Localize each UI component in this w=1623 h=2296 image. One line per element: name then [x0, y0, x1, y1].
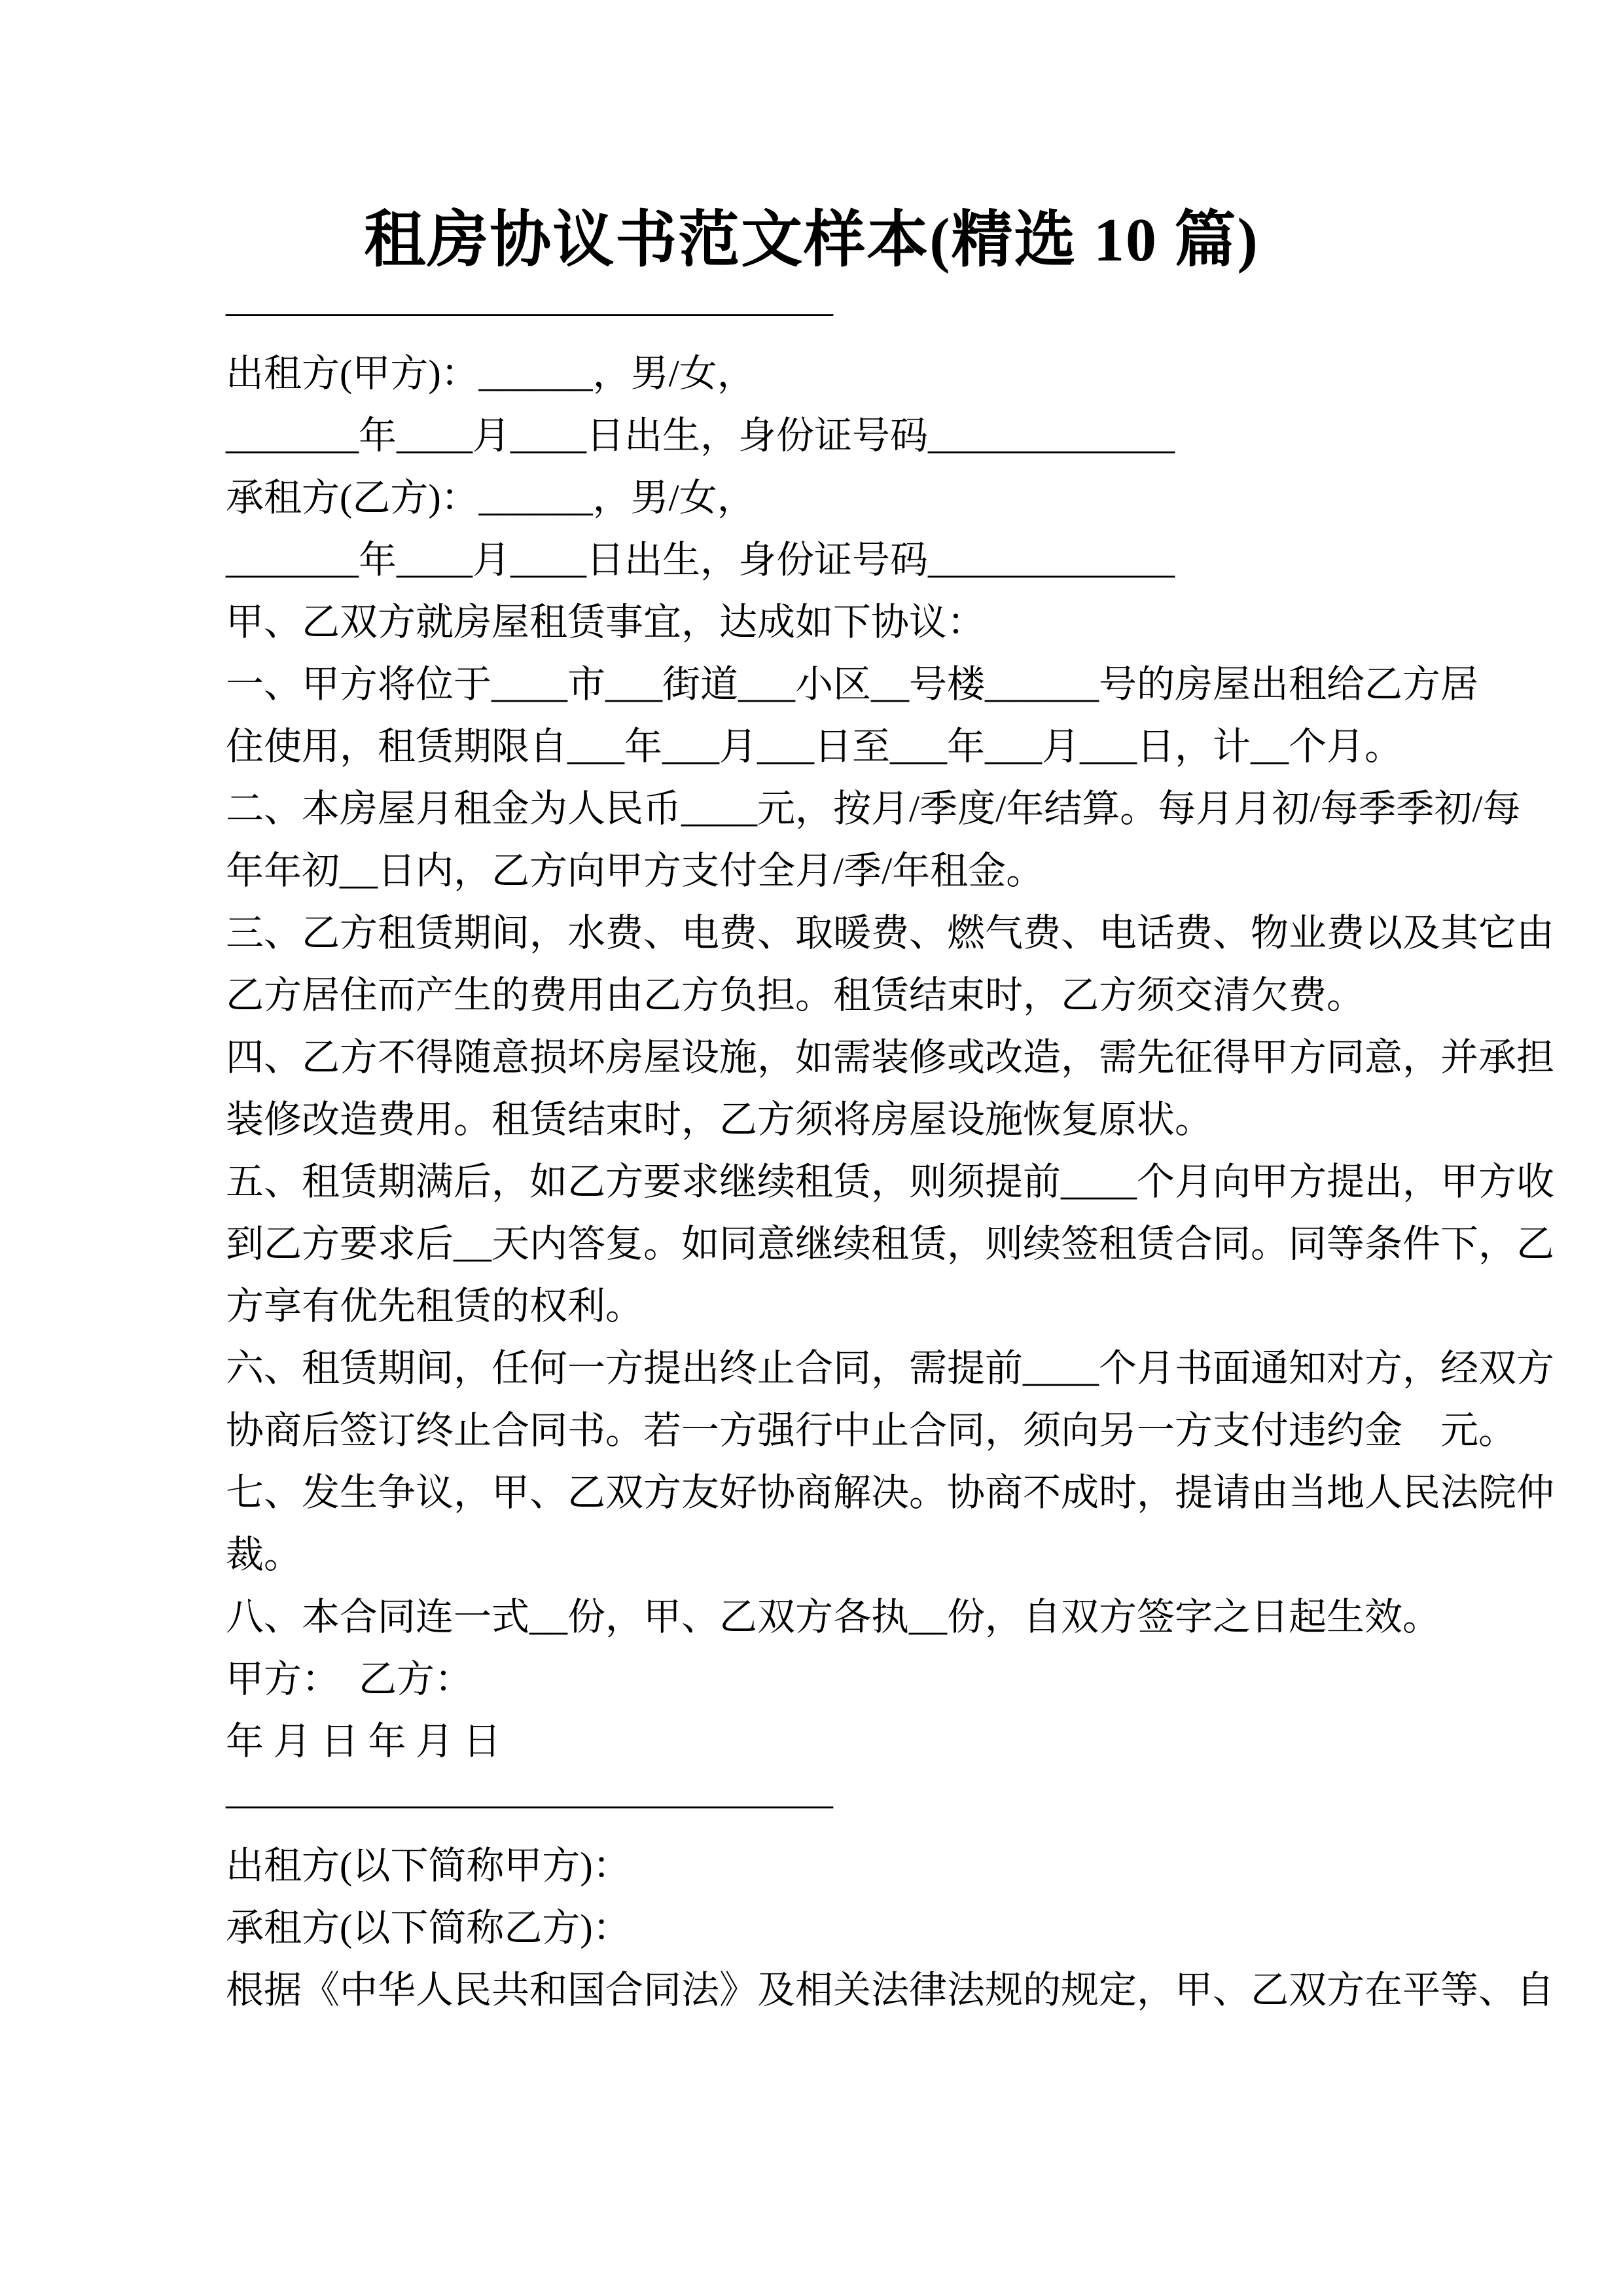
document-line: _______年____月____日出生，身份证号码_____________	[226, 414, 1175, 457]
document-line: 根据《中华人民共和国合同法》及相关法律法规的规定，甲、乙双方在平等、自	[226, 1969, 1555, 2011]
document-line: 出租方(甲方)：______，男/女，	[226, 352, 755, 395]
divider-line: ————————————————	[226, 1782, 833, 1825]
document-line: 承租方(以下简称乙方)：	[226, 1907, 631, 1949]
document-line: 三、乙方租赁期间，水费、电费、取暖费、燃气费、电话费、物业费以及其它由	[226, 912, 1555, 954]
document-line: 方享有优先租赁的权利。	[226, 1285, 644, 1327]
document-line: 年年初__日内，乙方向甲方支付全月/季/年租金。	[226, 850, 1044, 892]
document-line: 装修改造费用。租赁结束时，乙方须将房屋设施恢复原状。	[226, 1098, 1213, 1141]
document-line: 承租方(乙方)：______，男/女，	[226, 476, 755, 519]
document-line: 四、乙方不得随意损坏房屋设施，如需装修或改造，需先征得甲方同意，并承担	[226, 1036, 1555, 1079]
divider-line: ————————————————	[226, 290, 833, 332]
document-line: 裁。	[226, 1534, 302, 1576]
document-line: 出租方(以下简称甲方)：	[226, 1844, 631, 1887]
document-line: 二、本房屋月租金为人民币____元，按月/季度/年结算。每月月初/每季季初/每	[226, 787, 1521, 830]
document-line: 住使用，租赁期限自___年___月___日至___年___月___日，计__个月。	[226, 725, 1403, 768]
document-line: 甲、乙双方就房屋租赁事宜，达成如下协议：	[226, 601, 986, 643]
date-line: 年 月 日 年 月 日	[226, 1720, 501, 1763]
document-body	[226, 280, 1555, 2021]
document-line: 协商后签订终止合同书。若一方强行中止合同，须向另一方支付违约金 元。	[226, 1409, 1517, 1452]
document-line: 到乙方要求后__天内答复。如同意继续租赁，则续签租赁合同。同等条件下，乙	[226, 1223, 1555, 1265]
document-line: 七、发生争议，甲、乙双方友好协商解决。协商不成时，提请由当地人民法院仲	[226, 1471, 1555, 1514]
document-line: 八、本合同连一式__份，甲、乙双方各执__份，自双方签字之日起生效。	[226, 1596, 1441, 1638]
document-line: 六、租赁期间，任何一方提出终止合同，需提前____个月书面通知对方，经双方	[226, 1347, 1555, 1390]
page-title: 租房协议书范文样本(精选 10 篇)	[364, 206, 1259, 274]
signature-line: 甲方： 乙方：	[226, 1658, 473, 1700]
document-line: _______年____月____日出生，身份证号码_____________	[226, 539, 1175, 581]
document-line: 乙方居住而产生的费用由乙方负担。租赁结束时，乙方须交清欠费。	[226, 974, 1365, 1016]
document-line: 五、租赁期满后，如乙方要求继续租赁，则须提前____个月向甲方提出，甲方收	[226, 1160, 1555, 1203]
document-line: 一、甲方将位于____市___街道___小区__号楼______号的房屋出租给乙方居	[226, 663, 1479, 706]
